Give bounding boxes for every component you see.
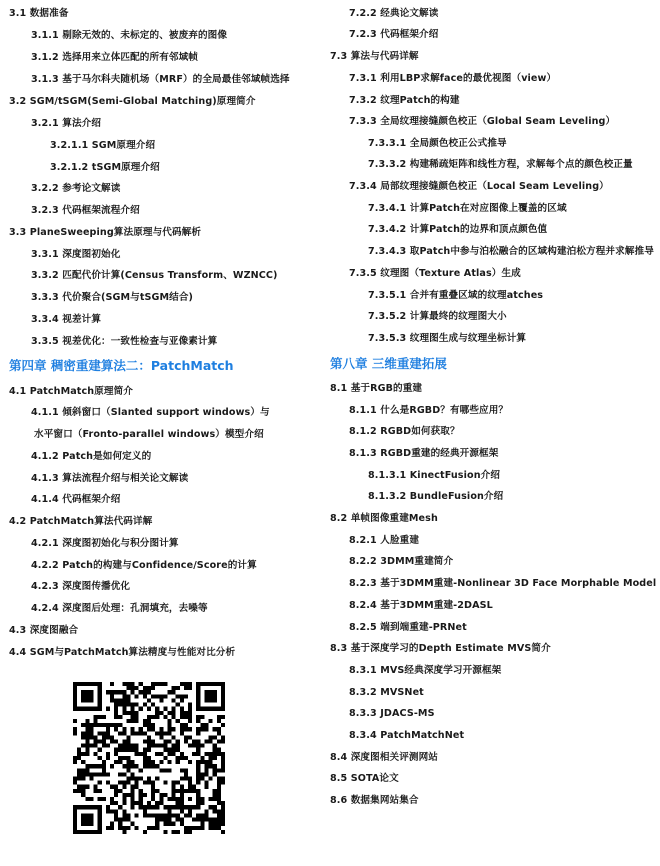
toc-entry-level-2: 3.2.2 参考论文解读 <box>31 183 121 194</box>
toc-entry-level-3: 8.1.3.1 KinectFusion介绍 <box>368 470 501 481</box>
toc-entry-level-1: 8.3 基于深度学习的Depth Estimate MVS简介 <box>330 643 551 654</box>
toc-entry-level-2: 3.3.5 视差优化：一致性检查与亚像素计算 <box>31 336 218 347</box>
toc-entry-level-2: 4.2.3 深度图传播优化 <box>31 581 131 592</box>
toc-entry-level-1: 3.2 SGM/tSGM(Semi-Global Matching)原理简介 <box>9 96 256 107</box>
toc-entry-level-3: 8.1.3.2 BundleFusion介绍 <box>368 491 504 502</box>
toc-entry-level-2: 7.2.2 经典论文解读 <box>349 8 439 19</box>
toc-entry-level-3: 3.2.1.1 SGM原理介绍 <box>50 140 156 151</box>
toc-entry-level-2: 3.2.1 算法介绍 <box>31 118 102 129</box>
toc-entry-level-2: 8.1.1 什么是RGBD？有哪些应用？ <box>349 405 509 416</box>
toc-entry-level-2: 3.1.3 基于马尔科夫随机场（MRF）的全局最佳邻域帧选择 <box>31 74 290 85</box>
toc-entry-level-2: 8.2.5 端到端重建-PRNet <box>349 622 467 633</box>
toc-entry-level-2: 7.3.3 全局纹理接缝颜色校正（Global Seam Leveling） <box>349 116 616 127</box>
toc-entry-level-2: 3.3.2 匹配代价计算(Census Transform、WZNCC) <box>31 270 278 281</box>
toc-entry-level-2: 3.3.4 视差计算 <box>31 314 102 325</box>
toc-entry-level-2: 7.3.5 纹理图（Texture Atlas）生成 <box>349 268 521 279</box>
toc-entry-level-1: 4.3 深度图融合 <box>9 625 79 636</box>
toc-entry-level-3: 7.3.5.1 合并有重叠区域的纹理atches <box>368 290 544 301</box>
toc-entry-level-2: 8.2.2 3DMM重建简介 <box>349 556 454 567</box>
toc-entry-level-2: 8.3.3 JDACS-MS <box>349 708 435 719</box>
toc-entry-level-1: 4.2 PatchMatch算法代码详解 <box>9 516 153 527</box>
toc-entry-level-2: 3.2.3 代码框架流程介绍 <box>31 205 140 216</box>
toc-entry-level-3: 3.2.1.2 tSGM原理介绍 <box>50 162 160 173</box>
toc-entry-level-2: 7.2.3 代码框架介绍 <box>349 29 439 40</box>
toc-entry-level-1: 8.4 深度图相关评测网站 <box>330 752 438 763</box>
toc-entry-level-3: 7.3.4.2 计算Patch的边界和顶点颜色值 <box>368 224 548 235</box>
toc-entry-level-2: 8.2.4 基于3DMM重建-2DASL <box>349 600 493 611</box>
toc-entry-level-1: 3.1 数据准备 <box>9 8 69 19</box>
toc-entry-level-1: 8.2 单帧图像重建Mesh <box>330 513 438 524</box>
toc-entry-level-1: 7.3 算法与代码详解 <box>330 51 419 62</box>
qr-code-icon <box>73 682 225 834</box>
toc-entry-level-2: 4.1.3 算法流程介绍与相关论文解读 <box>31 473 189 484</box>
toc-entry-level-1: 8.1 基于RGB的重建 <box>330 383 423 394</box>
toc-entry-level-2: 8.3.1 MVS经典深度学习开源框架 <box>349 665 502 676</box>
toc-entry-level-1: 8.5 SOTA论文 <box>330 773 399 784</box>
toc-entry-level-2: 3.3.3 代价聚合(SGM与tSGM结合) <box>31 292 194 303</box>
toc-entry-level-2: 3.1.2 选择用来立体匹配的所有邻域帧 <box>31 52 198 63</box>
toc-entry-level-2: 8.3.2 MVSNet <box>349 687 424 698</box>
chapter-heading: 第八章 三维重建拓展 <box>330 356 447 371</box>
toc-entry-level-3: 7.3.4.3 取Patch中参与泊松融合的区域构建泊松方程并求解推导 <box>368 246 654 257</box>
toc-entry-level-3: 7.3.5.3 纹理图生成与纹理坐标计算 <box>368 333 527 344</box>
toc-entry-level-2: 7.3.4 局部纹理接缝颜色校正（Local Seam Leveling） <box>349 181 609 192</box>
toc-entry-level-2: 4.2.2 Patch的构建与Confidence/Score的计算 <box>31 560 257 571</box>
toc-entry-level-2: 4.2.1 深度图初始化与积分图计算 <box>31 538 179 549</box>
toc-entry-level-2: 3.3.1 深度图初始化 <box>31 249 121 260</box>
toc-entry-level-3: 7.3.5.2 计算最终的纹理图大小 <box>368 311 507 322</box>
toc-entry-level-2: 4.1.2 Patch是如何定义的 <box>31 451 152 462</box>
toc-entry-level-1: 8.6 数据集网站集合 <box>330 795 419 806</box>
toc-entry-level-2: 8.2.3 基于3DMM重建-Nonlinear 3D Face Morphable Model <box>349 578 657 589</box>
toc-entry-level-1: 4.1 PatchMatch原理简介 <box>9 386 133 397</box>
toc-entry-level-3: 7.3.3.2 构建稀疏矩阵和线性方程，求解每个点的颜色校正量 <box>368 159 633 170</box>
toc-entry-level-2: 8.3.4 PatchMatchNet <box>349 730 465 741</box>
toc-entry-level-3: 7.3.3.1 全局颜色校正公式推导 <box>368 138 507 149</box>
toc-entry-level-2: 4.1.4 代码框架介绍 <box>31 494 121 505</box>
toc-entry-level-2: 8.1.2 RGBD如何获取？ <box>349 426 460 437</box>
toc-entry-level-2: 8.1.3 RGBD重建的经典开源框架 <box>349 448 499 459</box>
toc-entry-level-3: 7.3.4.1 计算Patch在对应图像上覆盖的区域 <box>368 203 567 214</box>
toc-entry-level-2: 4.1.1 倾斜窗口（Slanted support windows）与 <box>31 407 270 418</box>
toc-entry-level-2: 3.1.1 剔除无效的、未标定的、被废弃的图像 <box>31 30 228 41</box>
toc-entry-level-2: 8.2.1 人脸重建 <box>349 535 420 546</box>
toc-entry-level-2: 7.3.1 利用LBP求解face的最优视图（view） <box>349 73 557 84</box>
toc-entry-level-2: 4.2.4 深度图后处理：孔洞填充，去噪等 <box>31 603 208 614</box>
chapter-heading: 第四章 稠密重建算法二：PatchMatch <box>9 358 234 373</box>
toc-entry-level-1: 4.4 SGM与PatchMatch算法精度与性能对比分析 <box>9 647 236 658</box>
toc-entry-level-2: 7.3.2 纹理Patch的构建 <box>349 95 460 106</box>
toc-entry-level-2: 水平窗口（Fronto-parallel windows）模型介绍 <box>34 429 264 440</box>
toc-entry-level-1: 3.3 PlaneSweeping算法原理与代码解析 <box>9 227 202 238</box>
